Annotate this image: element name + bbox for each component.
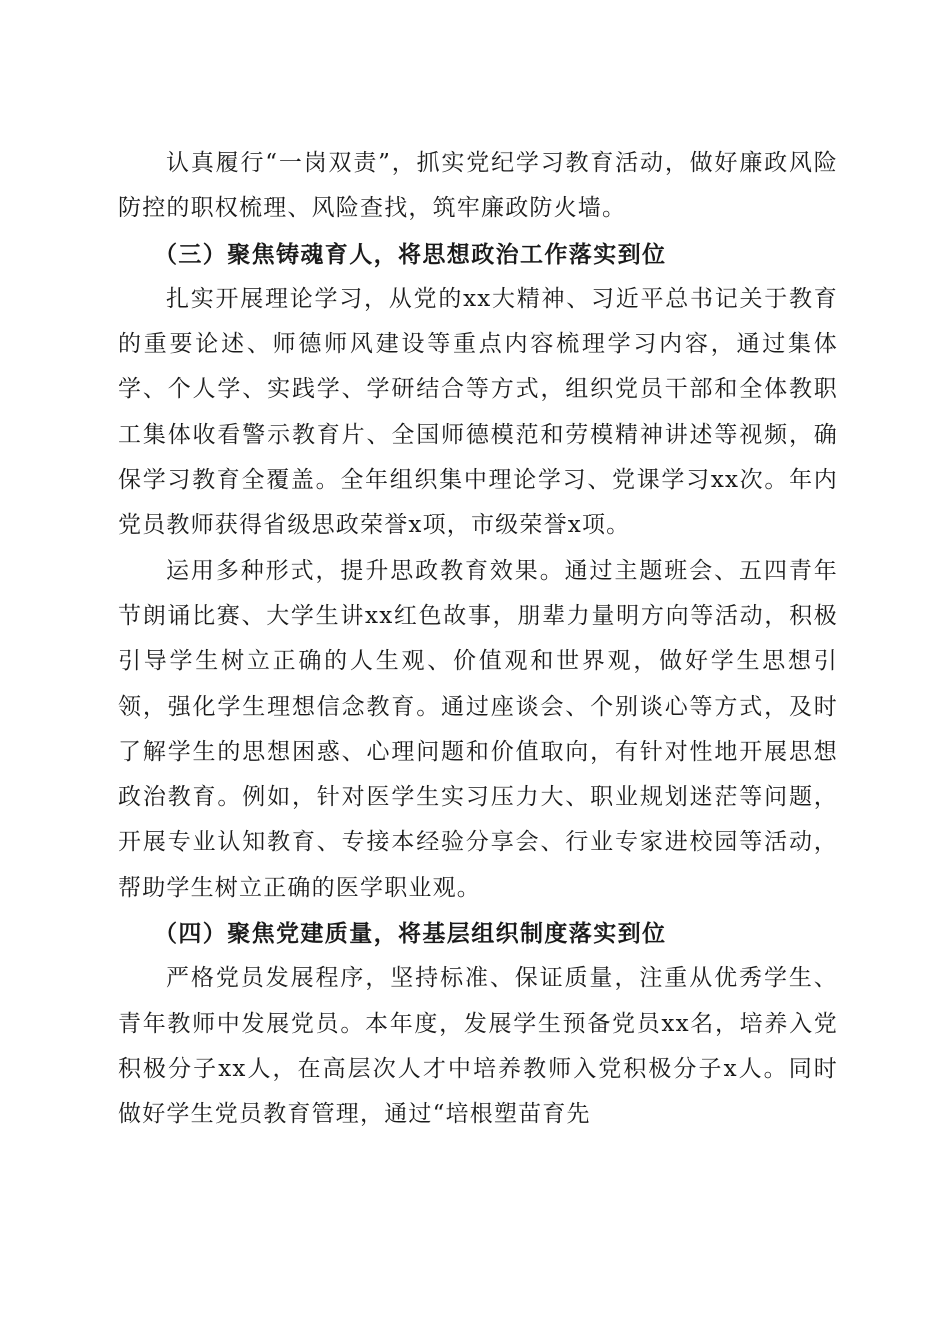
paragraph-theory-study: 扎实开展理论学习，从党的xx大精神、习近平总书记关于教育的重要论述、师德师风建设等重点内容梳理学习内容，通过集体学、个人学、实践学、学研结合等方式，组织党员干部和全体教职工集体收看警示教育片、全国师德模范和劳模精神讲述等视频，确保学习教育全覆盖。全年组织集中理论学习、党课学习xx次。年内党员教师获得省级思政荣誉x项，市级荣誉x项。 — [118, 285, 838, 539]
section-heading-three: （三）聚焦铸魂育人，将思想政治工作落实到位 — [154, 240, 667, 268]
paragraph-party-member-development: 严格党员发展程序，坚持标准、保证质量，注重从优秀学生、青年教师中发展党员。本年度，发展学生预备党员xx名，培养入党积极分子xx人，在高层次人才中培养教师入党积极分子x人。同时做好学生党员教育管理，通过“培根塑苗育先 — [118, 965, 838, 1128]
section-heading-four: （四）聚焦党建质量，将基层组织制度落实到位 — [154, 920, 667, 948]
document-body — [118, 141, 838, 1138]
paragraph-ideological-education: 运用多种形式，提升思政教育效果。通过主题班会、五四青年节朗诵比赛、大学生讲xx红色故事，朋辈力量明方向等活动，积极引导学生树立正确的人生观、价值观和世界观，做好学生思想引领，强化学生理想信念教育。通过座谈会、个别谈心等方式，及时了解学生的思想困惑、心理问题和价值取向，有针对性地开展思想政治教育。例如，针对医学生实习压力大、职业规划迷茫等问题，开展专业认知教育、专接本经验分享会、行业专家进校园等活动，帮助学生树立正确的医学职业观。 — [118, 557, 838, 901]
paragraph-integrity-duties: 认真履行“一岗双责”，抓实党纪学习教育活动，做好廉政风险防控的职权梳理、风险查找，筑牢廉政防火墙。 — [118, 150, 838, 222]
